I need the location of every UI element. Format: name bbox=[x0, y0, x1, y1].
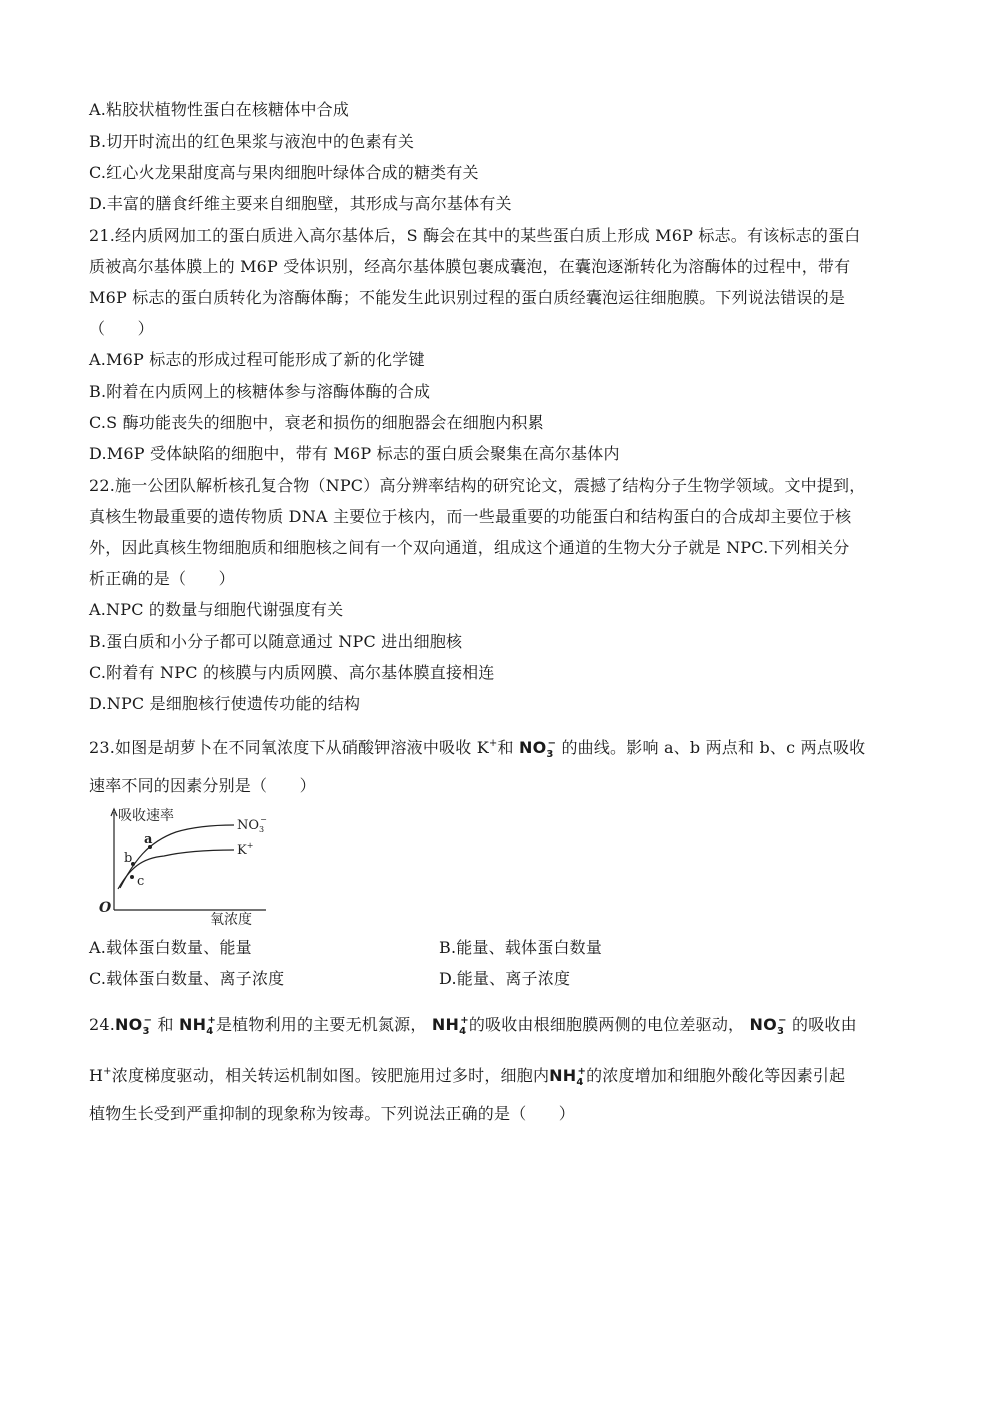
y-axis-label: 吸收速率 bbox=[118, 808, 174, 824]
q24-text-part1: 是植物利用的主要无机氮源， bbox=[215, 1015, 427, 1034]
q24-text-and: 和 bbox=[157, 1015, 174, 1034]
nitrate-charge: − bbox=[778, 1015, 787, 1026]
q21-stem-line1: 21.经内质网加工的蛋白质进入高尔基体后，S 酶会在其中的某些蛋白质上形成 M6P 标志。有该标志的蛋白 bbox=[89, 226, 861, 245]
q20-option-b: B.切开时流出的红色果浆与液泡中的色素有关 bbox=[89, 132, 415, 151]
q23-text-part1: 23.如图是胡萝卜在不同氧浓度下从硝酸钾溶液中吸收 K bbox=[89, 738, 489, 757]
nitrate-formula bbox=[518, 738, 557, 760]
q22-stem-line2: 真核生物最重要的遗传物质 DNA 主要位于核内，而一些最重要的功能蛋白和结构蛋白的合成却主要位于核 bbox=[89, 507, 852, 526]
ammonium-formula bbox=[179, 1015, 216, 1037]
q21-stem-line2: 质被高尔基体膜上的 M6P 受体识别，经高尔基体膜包裹成囊泡，在囊泡逐渐转化为溶酶体的过程中，带有 bbox=[89, 257, 851, 276]
ammonium-base: NH bbox=[431, 1015, 460, 1034]
k-curve-label bbox=[237, 841, 253, 858]
q22-stem-line3: 外，因此真核生物细胞质和细胞核之间有一个双向通道，组成这个通道的生物大分子就是 NPC.下列相关分 bbox=[89, 538, 850, 557]
q20-option-d: D.丰富的膳食纤维主要来自细胞壁，其形成与高尔基体有关 bbox=[89, 194, 512, 213]
nitrate-charge: − bbox=[143, 1015, 153, 1026]
q23-option-c: C.载体蛋白数量、离子浓度 bbox=[89, 969, 285, 988]
nitrate-subscript: 3 bbox=[142, 1026, 150, 1037]
q23-option-b: B.能量、载体蛋白数量 bbox=[439, 938, 603, 957]
k-label-base: K bbox=[237, 843, 247, 858]
q23-option-d: D.能量、离子浓度 bbox=[439, 969, 571, 988]
nitrate-subscript: 3 bbox=[776, 1026, 785, 1037]
point-c-label: c bbox=[137, 874, 145, 889]
ammonium-formula bbox=[549, 1066, 587, 1088]
q21-option-c: C.S 酶功能丧失的细胞中，衰老和损伤的细胞器会在细胞内积累 bbox=[89, 413, 544, 432]
q21-option-a: A.M6P 标志的形成过程可能形成了新的化学键 bbox=[89, 350, 425, 369]
q23-text-part3: 的曲线。影响 a、b 两点和 b、c 两点吸收 bbox=[561, 738, 866, 757]
ammonium-base: NH bbox=[549, 1066, 577, 1085]
no3-label-sup: − bbox=[260, 815, 267, 824]
q24-text-part2: 的吸收由根细胞膜两侧的电位差驱动， bbox=[468, 1015, 745, 1034]
q24-stem-line2 bbox=[89, 1062, 845, 1093]
ammonium-subscript: 4 bbox=[576, 1077, 584, 1088]
ammonium-subscript: 4 bbox=[459, 1026, 467, 1037]
q22-option-c: C.附着有 NPC 的核膜与内质网膜、高尔基体膜直接相连 bbox=[89, 663, 495, 682]
no3-curve-label bbox=[237, 815, 267, 834]
q22-stem-line1: 22.施一公团队解析核孔复合物（NPC）高分辨率结构的研究论文，震撼了结构分子生物学领域。文中提到， bbox=[89, 476, 866, 495]
origin-label: O bbox=[99, 900, 112, 916]
q22-option-a: A.NPC 的数量与细胞代谢强度有关 bbox=[89, 600, 344, 619]
nitrate-formula bbox=[115, 1015, 153, 1037]
ammonium-charge: + bbox=[577, 1066, 587, 1077]
nitrate-subscript: 3 bbox=[546, 749, 554, 760]
hydrogen-ion-charge: + bbox=[103, 1066, 112, 1077]
point-c-marker bbox=[130, 875, 134, 879]
ammonium-charge: + bbox=[207, 1015, 216, 1026]
q21-option-d: D.M6P 受体缺陷的细胞中，带有 M6P 标志的蛋白质会聚集在高尔基体内 bbox=[89, 444, 620, 463]
nitrate-formula bbox=[749, 1015, 787, 1037]
hydrogen-ion-base: H bbox=[89, 1066, 104, 1085]
no3-label-sub: 3 bbox=[259, 825, 265, 834]
nitrate-base: NO bbox=[749, 1015, 777, 1034]
point-b-label: b bbox=[124, 851, 133, 866]
absorption-rate-graph bbox=[96, 806, 276, 930]
q24-text-part5: 的浓度增加和细胞外酸化等因素引起 bbox=[586, 1066, 846, 1085]
ammonium-base: NH bbox=[179, 1015, 207, 1034]
q24-stem-line3: 植物生长受到严重抑制的现象称为铵毒。下列说法正确的是（ ） bbox=[89, 1104, 576, 1123]
q24-number: 24. bbox=[89, 1015, 116, 1034]
k-curve bbox=[118, 850, 234, 889]
q20-option-c: C.红心火龙果甜度高与果肉细胞叶绿体合成的糖类有关 bbox=[89, 163, 479, 182]
nitrate-base: NO bbox=[518, 738, 547, 757]
q23-stem-line2: 速率不同的因素分别是（ ） bbox=[89, 776, 316, 795]
q21-answer-bracket: （ ） bbox=[89, 319, 154, 338]
q24-stem-line1 bbox=[89, 1011, 857, 1042]
q24-text-part4: 浓度梯度驱动，相关转运机制如图。铵肥施用过多时，细胞内 bbox=[111, 1066, 550, 1085]
point-a-label: a bbox=[144, 832, 153, 847]
q22-option-b: B.蛋白质和小分子都可以随意通过 NPC 进出细胞核 bbox=[89, 632, 463, 651]
graph-svg bbox=[96, 806, 276, 930]
q21-option-b: B.附着在内质网上的核糖体参与溶酶体酶的合成 bbox=[89, 382, 431, 401]
q23-text-part2: 和 bbox=[497, 738, 514, 757]
q22-stem-line4: 析正确的是（ ） bbox=[89, 569, 235, 588]
q20-option-a: A.粘胶状植物性蛋白在核糖体中合成 bbox=[89, 100, 350, 119]
ammonium-charge: + bbox=[460, 1015, 469, 1026]
k-label-sup: + bbox=[246, 841, 254, 850]
q23-stem-line1 bbox=[89, 734, 865, 765]
q23-option-a: A.载体蛋白数量、能量 bbox=[89, 938, 252, 957]
nitrate-base: NO bbox=[115, 1015, 143, 1034]
ammonium-subscript: 4 bbox=[206, 1026, 214, 1037]
q21-stem-line3: M6P 标志的蛋白质转化为溶酶体酶；不能发生此识别过程的蛋白质经囊泡运往细胞膜。下列说法错误的是 bbox=[89, 288, 846, 307]
q22-option-d: D.NPC 是细胞核行使遗传功能的结构 bbox=[89, 694, 361, 713]
k-ion-charge: + bbox=[488, 738, 498, 749]
no3-label-base: NO bbox=[237, 818, 260, 833]
nitrate-charge: − bbox=[547, 738, 557, 749]
ammonium-formula bbox=[431, 1015, 469, 1037]
x-axis-label: 氧浓度 bbox=[210, 912, 252, 928]
q24-text-part3: 的吸收由 bbox=[792, 1015, 857, 1034]
